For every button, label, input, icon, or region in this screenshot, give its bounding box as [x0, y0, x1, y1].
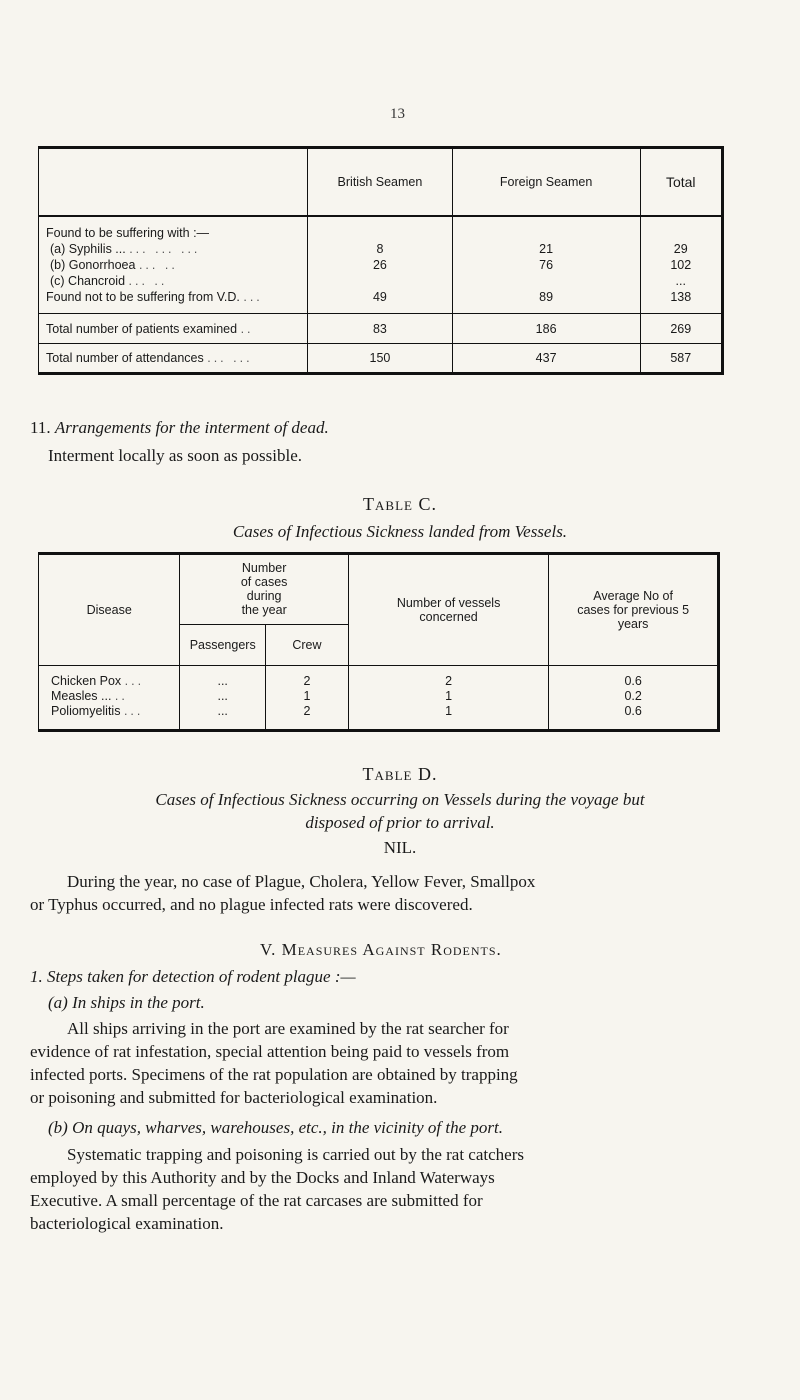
- table-c-vessels: 1: [348, 704, 548, 731]
- vd-cell-total: 138: [670, 290, 692, 304]
- table-c-disease: Measles ... ..: [51, 689, 128, 703]
- vd-total-attendances-total: 587: [640, 344, 723, 374]
- para-a-line-2: evidence of rat infestation, special attention being paid to vessels from: [30, 1042, 510, 1061]
- section-11-title: Arrangements for the interment of dead.: [54, 418, 329, 437]
- vd-cell-foreign: 89: [539, 290, 554, 304]
- vd-header-blank: [39, 148, 308, 217]
- table-d-title: Table D.: [362, 764, 438, 784]
- table-c-crew: 1: [265, 689, 348, 704]
- vd-total-attendances-label: Total number of attendances ... ...: [39, 344, 308, 374]
- vd-total-attendances-british: 150: [308, 344, 453, 374]
- table-c-header-cases: Number of cases during the year: [180, 554, 348, 625]
- table-c-title: Table C.: [363, 494, 437, 514]
- section-v-item-1: 1. Steps taken for detection of rodent plague :—: [30, 967, 356, 986]
- plague-paragraph-line-2: or Typhus occurred, and no plague infected rats were discovered.: [30, 895, 473, 914]
- plague-paragraph-line-1: During the year, no case of Plague, Cholera, Yellow Fever, Smallpox: [67, 872, 536, 891]
- section-11-heading: [30, 418, 790, 438]
- para-b-line-2: employed by this Authority and by the Docks and Inland Waterways: [30, 1168, 495, 1187]
- vd-found-heading: Found to be suffering with :—: [46, 226, 210, 240]
- table-c-subtitle: Cases of Infectious Sickness landed from Vessels.: [232, 522, 568, 541]
- section-v-heading: V. Measures Against Rodents.: [260, 940, 502, 959]
- table-c-passengers: ...: [180, 666, 266, 690]
- table-c-disease: Poliomyelitis ...: [51, 704, 144, 718]
- para-b-line-1: Systematic trapping and poisoning is carried out by the rat catchers: [67, 1145, 524, 1164]
- para-b-line-4: bacteriological examination.: [30, 1214, 224, 1233]
- vd-cell-british: 8: [376, 242, 384, 256]
- table-c-average: 0.6: [549, 666, 719, 690]
- vd-row-label: Found not to be suffering from V.D. ...: [46, 290, 263, 304]
- section-v-sub-b: (b) On quays, wharves, warehouses, etc., in the vicinity of the port.: [48, 1118, 503, 1137]
- vd-cell-total: 29: [673, 242, 688, 256]
- para-a-line-1: All ships arriving in the port are examined by the rat searcher for: [67, 1019, 509, 1038]
- table-c-crew: 2: [265, 704, 348, 731]
- table-c-crew: 2: [265, 666, 348, 690]
- vd-table: [38, 146, 724, 375]
- para-b-line-3: Executive. A small percentage of the rat carcases are submitted for: [30, 1191, 483, 1210]
- table-c-header-vessels: Number of vessels concerned: [348, 554, 548, 666]
- table-c-passengers: ...: [180, 689, 266, 704]
- vd-cell-total: ...: [675, 274, 686, 288]
- table-c-row: [39, 666, 719, 690]
- para-a-line-3: infected ports. Specimens of the rat population are obtained by trapping: [30, 1065, 518, 1084]
- vd-header-british: British Seamen: [308, 148, 453, 217]
- vd-cell-total: 102: [670, 258, 692, 272]
- para-a-line-4: or poisoning and submitted for bacteriological examination.: [30, 1088, 438, 1107]
- table-c-row: [39, 704, 719, 731]
- vd-total-examined-foreign: 186: [452, 314, 640, 344]
- vd-total-examined-row: [39, 314, 723, 344]
- vd-table-header: [39, 148, 723, 217]
- table-c-passengers: ...: [180, 704, 266, 731]
- table-c-average: 0.2: [549, 689, 719, 704]
- table-d-subtitle-1: Cases of Infectious Sickness occurring on Vessels during the voyage but: [155, 790, 645, 809]
- table-c-header-average: Average No of cases for previous 5 years: [549, 554, 719, 666]
- table-c-row: [39, 689, 719, 704]
- vd-total-examined-label: Total number of patients examined ..: [39, 314, 308, 344]
- table-c-average: 0.6: [549, 704, 719, 731]
- page-number: 13: [390, 106, 405, 122]
- vd-total-examined-british: 83: [308, 314, 453, 344]
- table-d-subtitle-2: disposed of prior to arrival.: [305, 813, 495, 832]
- vd-cell-foreign: 21: [539, 242, 554, 256]
- vd-row-label: (c) Chancroid ... ..: [50, 274, 168, 288]
- table-c-header-crew: Crew: [265, 624, 348, 665]
- vd-cell-foreign: [453, 273, 640, 289]
- vd-found-section: [39, 216, 723, 314]
- table-c-vessels: 1: [348, 689, 548, 704]
- section-11-text: Interment locally as soon as possible.: [48, 446, 303, 465]
- vd-header-total: Total: [640, 148, 723, 217]
- vd-header-foreign: Foreign Seamen: [452, 148, 640, 217]
- vd-cell-british: [308, 273, 452, 289]
- table-d-value: NIL.: [383, 838, 417, 857]
- vd-cell-foreign: 76: [539, 258, 554, 272]
- vd-cell-british: 49: [372, 290, 387, 304]
- vd-cell-british: 26: [372, 258, 387, 272]
- section-v-sub-a: (a) In ships in the port.: [48, 993, 205, 1012]
- vd-total-attendances-row: [39, 344, 723, 374]
- table-c-header-row-1: [39, 554, 719, 625]
- vd-total-examined-total: 269: [640, 314, 723, 344]
- table-c: [38, 552, 720, 732]
- table-c-vessels: 2: [348, 666, 548, 690]
- vd-row-label: (b) Gonorrhoea ... ..: [50, 258, 178, 272]
- section-11-number: 11.: [30, 418, 51, 437]
- table-c-header-disease: Disease: [86, 603, 132, 617]
- vd-total-attendances-foreign: 437: [452, 344, 640, 374]
- table-c-header-passengers: Passengers: [180, 624, 266, 665]
- vd-row-label: (a) Syphilis ... ... ... ...: [50, 242, 201, 256]
- table-c-disease: Chicken Pox ...: [39, 666, 180, 690]
